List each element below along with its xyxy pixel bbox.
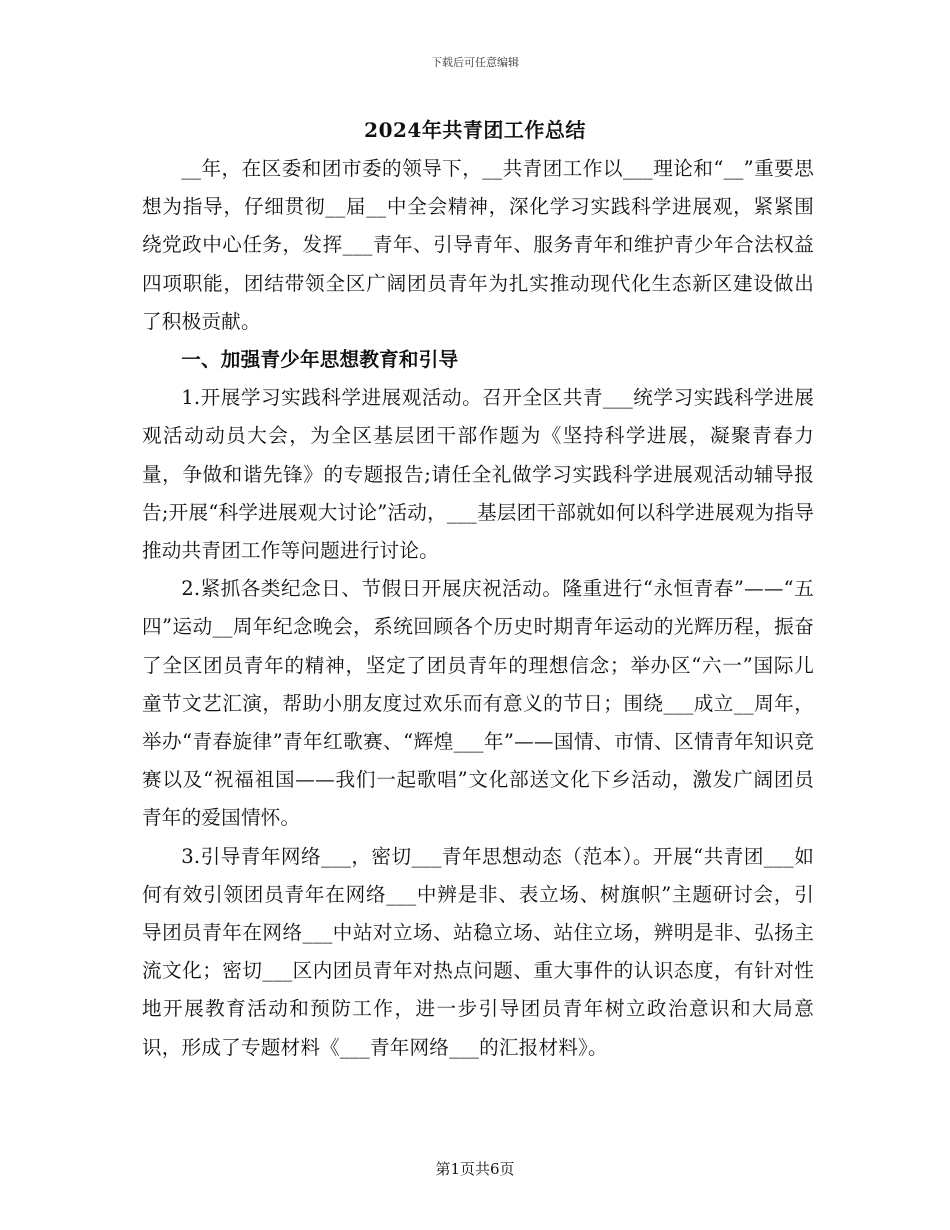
header-note: 下载后可任意编辑 (431, 56, 519, 69)
page-number-footer: 第1页共6页 (435, 1160, 515, 1178)
item-1-paragraph: 1.开展学习实践科学进展观活动。召开全区共青___统学习实践科学进展观活动动员大会，为全区基层团干部作题为《坚持科学进展，凝聚青春力量，争做和谐先锋》的专题报告;请任全礼做学习实践科学进展观活动辅导报告;开展“科学进展观大讨论”活动，___基层团干部就如何以科学进展观为指导推动共青团工作等问题进行讨论。 (142, 386, 814, 563)
document-body (142, 150, 814, 1067)
item-2-paragraph: 2.紧抓各类纪念日、节假日开展庆祝活动。隆重进行“永恒青春”——“五四”运动__周年纪念晚会，系统回顾各个历史时期青年运动的光辉历程，振奋了全区团员青年的精神，坚定了团员青年的理想信念；举办区“六一”国际儿童节文艺汇演，帮助小朋友度过欢乐而有意义的节日；围绕___成立__周年，举办“青春旋律”青年红歌赛、“辉煌___年”——国情、市情、区情青年知识竞赛以及“祝福祖国——我们一起歌唱”文化部送文化下乡活动，激发广阔团员青年的爱国情怀。 (142, 577, 814, 830)
section-heading: 一、加强青少年思想教育和引导 (181, 348, 459, 372)
document-title: 2024年共青团工作总结 (364, 118, 586, 142)
item-3-paragraph: 3.引导青年网络___，密切___青年思想动态（范本）。开展“共青团___如何有效引领团员青年在网络___中辨是非、表立场、树旗帜”主题研讨会，引导团员青年在网络___中站对立场、站稳立场、站住立场，辨明是非、弘扬主流文化；密切___区内团员青年对热点问题、重大事件的认识态度，有针对性地开展教育活动和预防工作，进一步引导团员青年树立政治意识和大局意识，形成了专题材料《___青年网络___的汇报材料》。 (142, 844, 814, 1059)
intro-paragraph: __年，在区委和团市委的领导下，__共青团工作以___理论和“__”重要思想为指导，仔细贯彻__届__中全会精神，深化学习实践科学进展观，紧紧围绕党政中心任务，发挥___青年、引导青年、服务青年和维护青少年合法权益四项职能，团结带领全区广阔团员青年为扎实推动现代化生态新区建设做出了积极贡献。 (142, 157, 814, 333)
